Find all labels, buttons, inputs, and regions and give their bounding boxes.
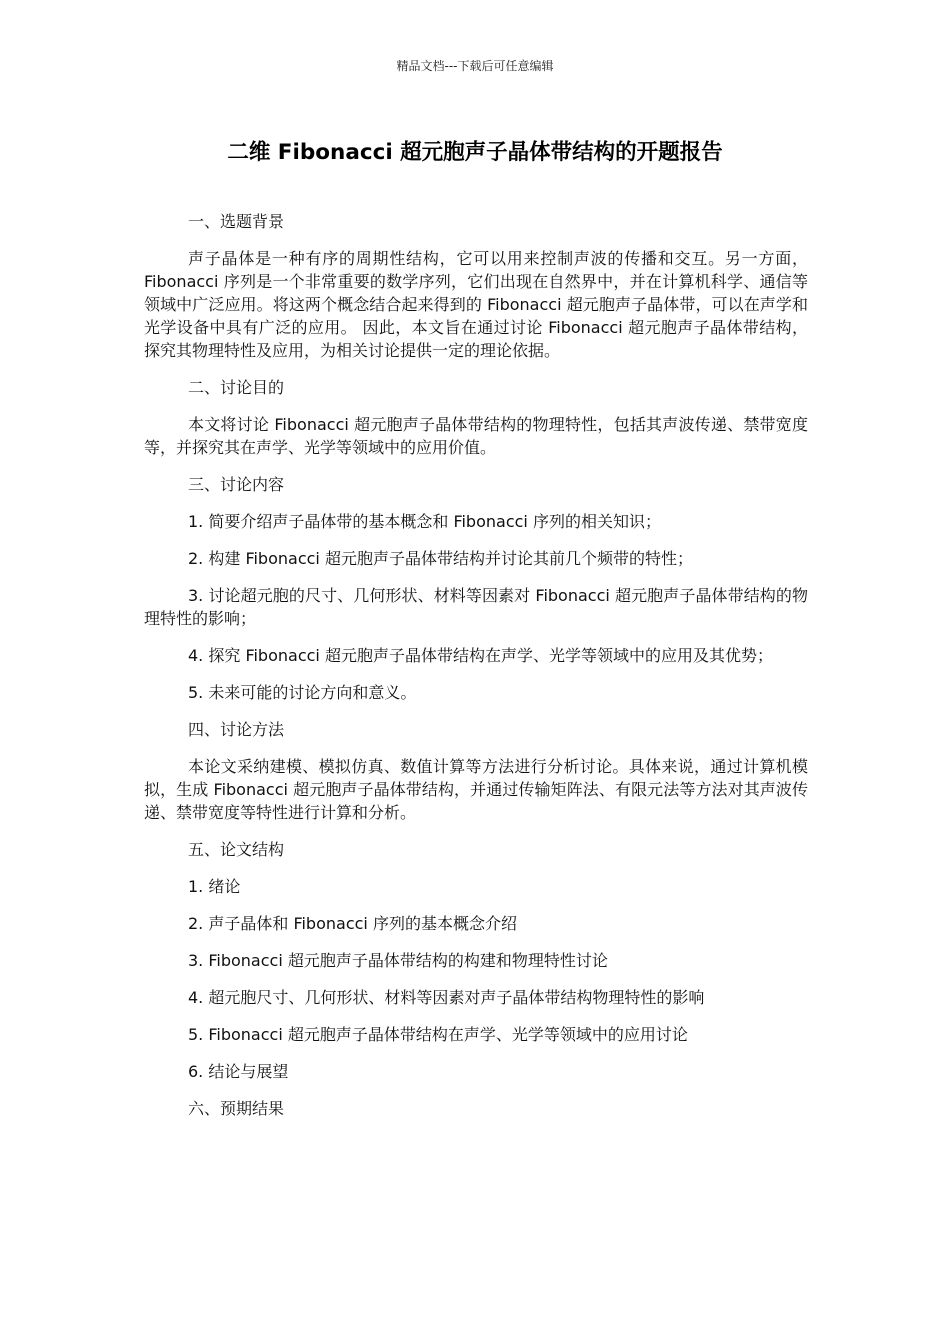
list-item: 1. 简要介绍声子晶体带的基本概念和 Fibonacci 序列的相关知识； xyxy=(188,512,661,531)
paragraph: 声子晶体是一种有序的周期性结构，它可以用来控制声波的传播和交互。另一方面，Fibonacci 序列是一个非常重要的数学序列，它们出现在自然界中，并在计算机科学、通信等领域中广泛应用。将这两个概念结合起来得到的 Fibonacci 超元胞声子晶体带，可以在声学和光学设备中具有广泛的应用。 因此，本文旨在通过讨论 Fibonacci 超元胞声子晶体带结构，探究其物理特性及应用，为相关讨论提供一定的理论依据。 xyxy=(144,249,808,360)
section-heading: 四、讨论方法 xyxy=(188,720,285,739)
paragraph: 本文将讨论 Fibonacci 超元胞声子晶体带结构的物理特性，包括其声波传递、禁带宽度等，并探究其在声学、光学等领域中的应用价值。 xyxy=(144,415,808,457)
paragraph: 本论文采纳建模、模拟仿真、数值计算等方法进行分析讨论。具体来说，通过计算机模拟，生成 Fibonacci 超元胞声子晶体带结构，并通过传输矩阵法、有限元法等方法对其声波传递、禁带宽度等特性进行计算和分析。 xyxy=(144,757,808,822)
document-body xyxy=(144,210,808,1134)
header-note: 精品文档---下载后可任意编辑 xyxy=(396,59,554,73)
section-heading: 六、预期结果 xyxy=(188,1099,285,1118)
section-heading: 五、论文结构 xyxy=(188,840,285,859)
list-item: 4. 探究 Fibonacci 超元胞声子晶体带结构在声学、光学等领域中的应用及其优势； xyxy=(188,646,773,665)
list-item: 2. 声子晶体和 Fibonacci 序列的基本概念介绍 xyxy=(188,914,517,933)
list-item: 4. 超元胞尺寸、几何形状、材料等因素对声子晶体带结构物理特性的影响 xyxy=(188,988,705,1007)
section-heading: 二、讨论目的 xyxy=(188,378,285,397)
list-item: 5. Fibonacci 超元胞声子晶体带结构在声学、光学等领域中的应用讨论 xyxy=(188,1025,688,1044)
document-title: 二维 Fibonacci 超元胞声子晶体带结构的开题报告 xyxy=(227,140,723,165)
section-heading: 一、选题背景 xyxy=(188,212,285,231)
list-item: 1. 绪论 xyxy=(188,877,241,896)
list-item: 6. 结论与展望 xyxy=(188,1062,289,1081)
list-item: 3. Fibonacci 超元胞声子晶体带结构的构建和物理特性讨论 xyxy=(188,951,608,970)
list-item: 5. 未来可能的讨论方向和意义。 xyxy=(188,683,417,702)
list-item: 3. 讨论超元胞的尺寸、几何形状、材料等因素对 Fibonacci 超元胞声子晶体带结构的物理特性的影响； xyxy=(144,586,808,628)
list-item: 2. 构建 Fibonacci 超元胞声子晶体带结构并讨论其前几个频带的特性； xyxy=(188,549,693,568)
section-heading: 三、讨论内容 xyxy=(188,475,285,494)
